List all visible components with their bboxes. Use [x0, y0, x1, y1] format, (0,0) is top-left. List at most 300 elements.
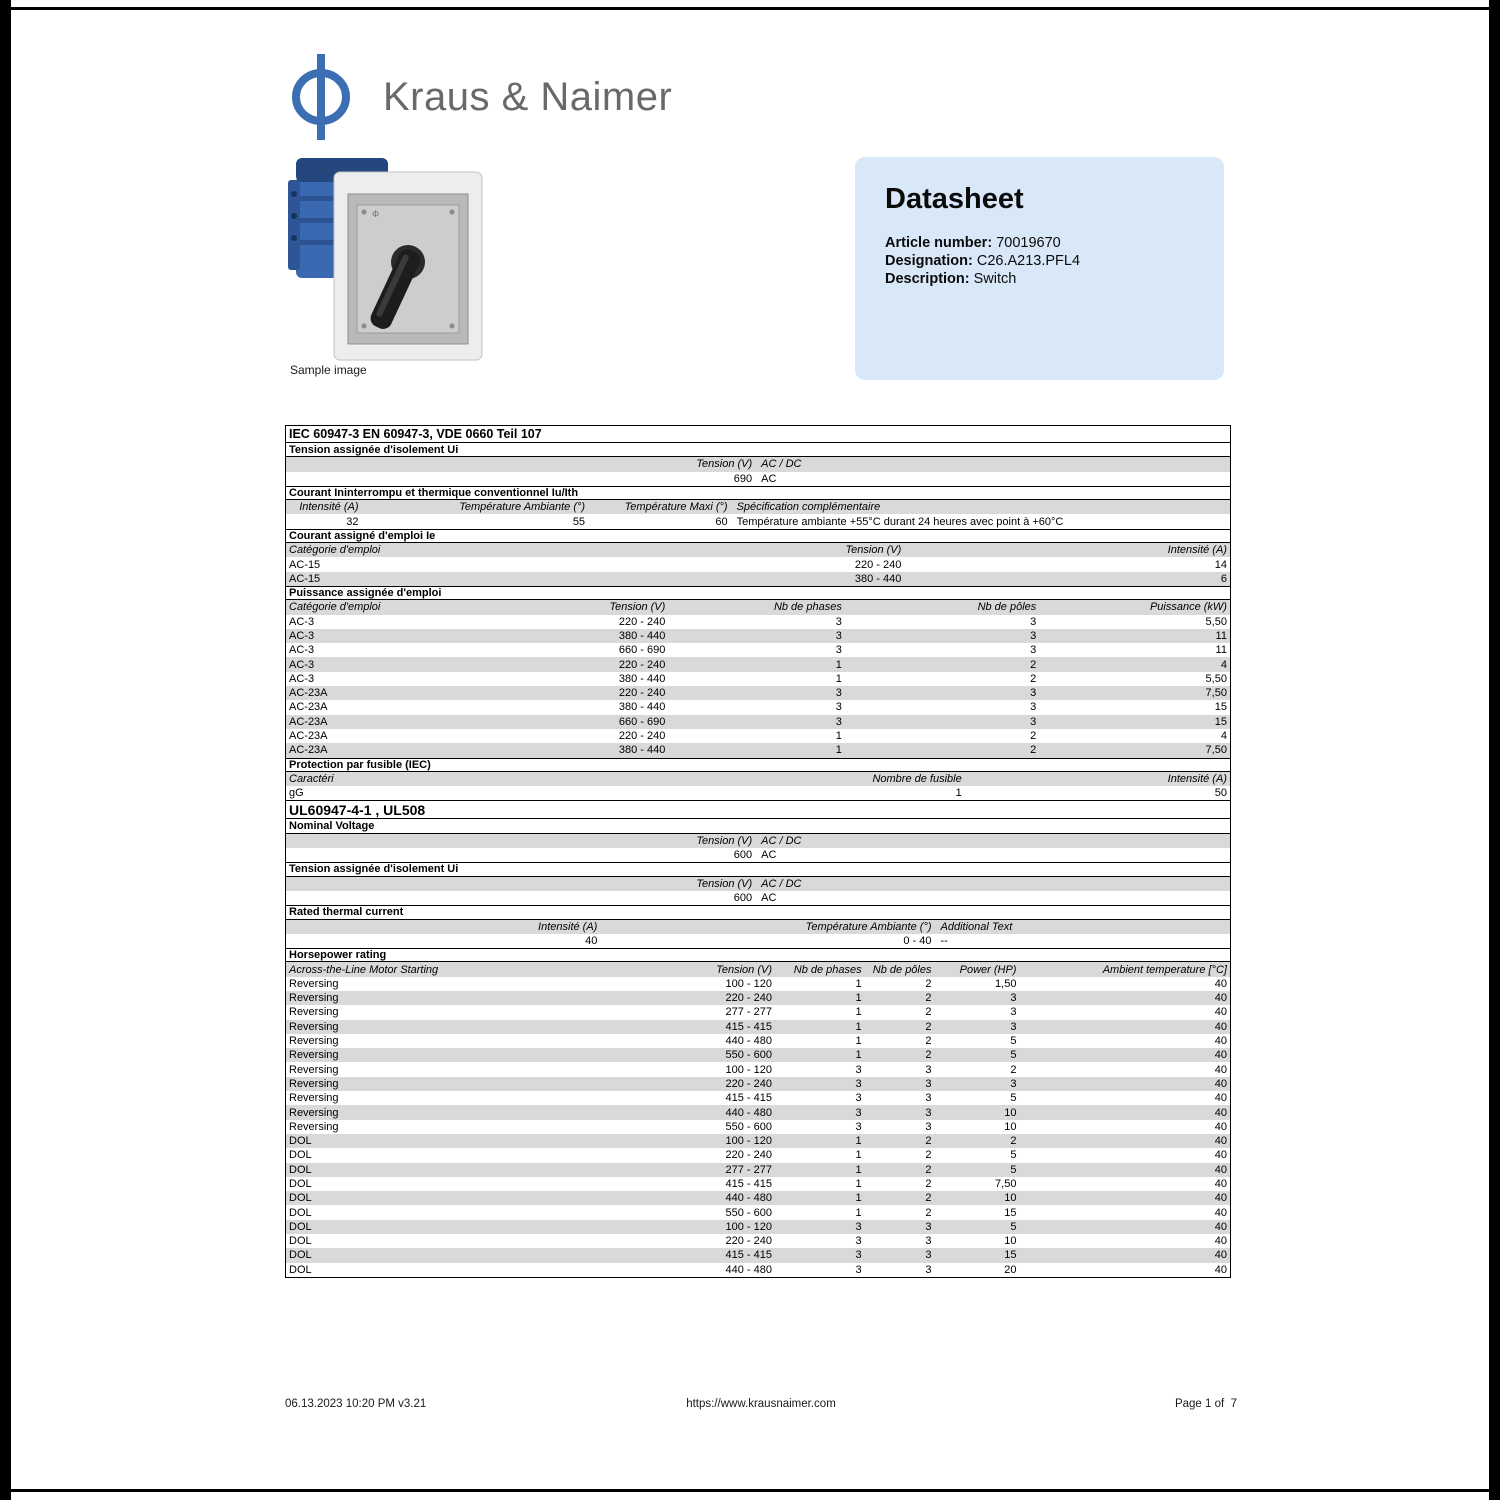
column-header-cell: Nb de phases: [773, 601, 842, 614]
table-cell: AC-3: [289, 630, 315, 642]
table-row: [286, 1005, 1230, 1019]
table-cell: 415 - 415: [725, 1020, 772, 1033]
table-cell: AC-15: [289, 558, 321, 571]
table-cell: 380 - 440: [854, 572, 902, 585]
table-cell: 7,50: [1205, 687, 1227, 700]
table-row: [286, 1120, 1230, 1134]
section-title-text: Protection par fusible (IEC): [289, 758, 431, 771]
table-cell: 1: [855, 1163, 862, 1176]
table-cell: 660 - 690: [618, 644, 666, 657]
column-header-row: [286, 543, 1230, 557]
column-header-cell: Intensité (A): [1167, 772, 1227, 785]
section-title-text: Rated thermal current: [289, 906, 404, 919]
table-cell: Reversing: [289, 1120, 339, 1133]
article-number-value: 70019670: [996, 235, 1061, 251]
table-cell: 3: [1030, 715, 1037, 728]
table-cell: 380 - 440: [618, 630, 666, 642]
table-cell: 15: [1004, 1249, 1017, 1262]
table-cell: 15: [1214, 715, 1227, 728]
table-cell: 7,50: [1205, 744, 1227, 757]
spec-table: [285, 425, 1231, 1278]
table-cell: 40: [585, 934, 598, 947]
section-title-row: [286, 486, 1230, 500]
table-cell: 3: [835, 644, 842, 657]
page-frame-top: [0, 7, 1500, 10]
table-cell: 1: [855, 1020, 862, 1033]
column-header-cell: Caractéri: [289, 772, 334, 785]
table-cell: 10: [1004, 1235, 1017, 1248]
table-cell: 2: [1010, 1135, 1017, 1148]
table-cell: 440 - 480: [725, 1106, 772, 1119]
table-cell: 3: [925, 1077, 932, 1090]
table-cell: 0 - 40: [903, 934, 932, 947]
table-cell: 100 - 120: [725, 1135, 772, 1148]
column-header-row: [286, 600, 1230, 614]
table-cell: 40: [1214, 1120, 1227, 1133]
column-header-row: [286, 877, 1230, 891]
table-cell: AC-15: [289, 572, 321, 585]
sample-image-caption: Sample image: [290, 363, 367, 377]
table-row: [286, 1263, 1230, 1277]
table-row: [286, 643, 1230, 657]
table-cell: 1: [835, 744, 842, 757]
table-cell: 11: [1215, 630, 1227, 642]
table-cell: 415 - 415: [725, 1249, 772, 1262]
table-cell: DOL: [289, 1249, 312, 1262]
table-cell: 3: [1030, 701, 1037, 714]
table-cell: --: [940, 934, 948, 947]
table-cell: 277 - 277: [725, 1163, 772, 1176]
designation-label: Designation:: [885, 253, 973, 269]
table-row: [286, 786, 1230, 800]
brand-logo: [283, 52, 672, 142]
table-cell: DOL: [289, 1263, 312, 1276]
table-cell: 1: [855, 1192, 862, 1205]
section-title-text: Tension assignée d'isolement Ui: [289, 863, 459, 876]
table-row: [286, 557, 1230, 571]
table-cell: 2: [925, 1192, 932, 1205]
section-title-text: Puissance assignée d'emploi: [289, 587, 442, 600]
table-row: [286, 977, 1230, 991]
phi-logo-icon: [283, 52, 359, 142]
column-header-cell: Ambient temperature [°C]: [1102, 963, 1227, 976]
table-cell: 2: [1030, 672, 1037, 685]
table-cell: 60: [715, 515, 728, 528]
table-cell: 20: [1004, 1263, 1017, 1276]
column-header-cell: Nb de pôles: [977, 601, 1037, 614]
table-cell: 220 - 240: [725, 992, 772, 1005]
column-header-cell: Tension (V): [609, 601, 666, 614]
table-cell: 3: [925, 1220, 932, 1233]
table-cell: 10: [1004, 1192, 1017, 1205]
section-title-text: UL60947-4-1 , UL508: [289, 801, 426, 818]
table-cell: 3: [925, 1120, 932, 1133]
table-cell: 40: [1214, 1163, 1227, 1176]
datasheet-title: Datasheet: [885, 183, 1024, 215]
table-cell: 3: [1030, 615, 1037, 628]
table-cell: 40: [1214, 1177, 1227, 1190]
table-cell: 40: [1214, 1035, 1227, 1048]
table-cell: 3: [1030, 644, 1037, 657]
column-header-cell: Power (HP): [959, 963, 1017, 976]
designation-value: C26.A213.PFL4: [976, 253, 1081, 269]
footer-url-link[interactable]: https://www.krausnaimer.com: [686, 1398, 836, 1410]
table-cell: 220 - 240: [725, 1077, 772, 1090]
table-cell: 1,50: [995, 977, 1017, 990]
table-cell: Reversing: [289, 1092, 339, 1105]
table-cell: 40: [1214, 1206, 1227, 1219]
section-title-row: [286, 758, 1230, 772]
column-header-cell: Tension (V): [696, 834, 753, 847]
section-title-text: Horsepower rating: [289, 949, 387, 962]
table-cell: 440 - 480: [725, 1263, 772, 1276]
column-header-cell: Across-the-Line Motor Starting: [289, 963, 439, 976]
table-row: [286, 848, 1230, 862]
table-cell: DOL: [289, 1192, 312, 1205]
datasheet-info-box: [855, 157, 1224, 380]
table-cell: 3: [855, 1063, 862, 1076]
table-cell: 220 - 240: [618, 615, 666, 628]
table-cell: 2: [1030, 658, 1037, 671]
table-cell: 2: [925, 1006, 932, 1019]
table-row: [286, 514, 1230, 528]
table-cell: 3: [855, 1220, 862, 1233]
column-header-cell: AC / DC: [761, 877, 802, 890]
table-row: [286, 1091, 1230, 1105]
table-cell: 10: [1004, 1106, 1017, 1119]
column-header-cell: Température Maxi (°): [624, 501, 728, 514]
table-cell: 690: [733, 472, 753, 485]
table-cell: 1: [855, 1135, 862, 1148]
table-cell: 3: [1030, 630, 1037, 642]
table-cell: 40: [1214, 1106, 1227, 1119]
table-cell: Reversing: [289, 1006, 339, 1019]
table-cell: 1: [855, 1035, 862, 1048]
table-cell: 380 - 440: [618, 701, 666, 714]
table-cell: 32: [346, 515, 359, 528]
section-title-row: [286, 905, 1230, 919]
table-cell: 40: [1214, 1135, 1227, 1148]
table-cell: 415 - 415: [725, 1092, 772, 1105]
section-title-row: [286, 800, 1230, 819]
table-cell: 440 - 480: [725, 1035, 772, 1048]
table-cell: 1: [855, 1006, 862, 1019]
table-cell: 15: [1214, 701, 1227, 714]
table-cell: 10: [1004, 1120, 1017, 1133]
table-row: [286, 657, 1230, 671]
section-title-row: [286, 862, 1230, 876]
section-title-row: [286, 443, 1230, 457]
table-row: [286, 1062, 1230, 1076]
table-row: [286, 672, 1230, 686]
table-cell: Reversing: [289, 1035, 339, 1048]
table-cell: Reversing: [289, 1049, 339, 1062]
table-cell: 3: [835, 715, 842, 728]
description-field: [885, 270, 1194, 288]
table-cell: AC-3: [289, 658, 315, 671]
table-cell: Température ambiante +55°C durant 24 heures avec point à +60°C: [736, 515, 1064, 528]
brand-name: Kraus & Naimer: [383, 74, 673, 119]
description-value: Switch: [973, 271, 1017, 287]
table-cell: 5: [1010, 1149, 1017, 1162]
table-cell: 415 - 415: [725, 1177, 772, 1190]
table-row: [286, 1077, 1230, 1091]
table-row: [286, 1134, 1230, 1148]
table-cell: 550 - 600: [725, 1049, 772, 1062]
table-cell: 220 - 240: [618, 730, 666, 743]
table-cell: 550 - 600: [725, 1120, 772, 1133]
table-cell: 100 - 120: [725, 977, 772, 990]
section-title-text: Nominal Voltage: [289, 820, 375, 833]
table-cell: AC-23A: [289, 715, 328, 728]
table-cell: 5,50: [1205, 672, 1227, 685]
table-cell: 220 - 240: [725, 1235, 772, 1248]
column-header-cell: Nb de pôles: [872, 963, 932, 976]
table-cell: 277 - 277: [725, 1006, 772, 1019]
table-cell: 1: [835, 730, 842, 743]
table-row: [286, 1034, 1230, 1048]
article-number-label: Article number:: [885, 235, 993, 251]
table-row: [286, 715, 1230, 729]
page-footer: [285, 1398, 1237, 1414]
table-cell: 100 - 120: [725, 1063, 772, 1076]
table-row: [286, 629, 1230, 643]
column-header-cell: Température Ambiante (°): [459, 501, 586, 514]
table-cell: 1: [835, 672, 842, 685]
table-cell: DOL: [289, 1149, 312, 1162]
table-cell: AC-23A: [289, 730, 328, 743]
section-title-text: Courant assigné d'emploi Ie: [289, 529, 436, 542]
section-title-row: [286, 426, 1230, 443]
column-header-row: [286, 962, 1230, 976]
table-cell: 40: [1214, 1063, 1227, 1076]
column-header-cell: Catégorie d'emploi: [289, 601, 381, 614]
article-number-field: [885, 234, 1194, 252]
table-cell: 2: [925, 1206, 932, 1219]
table-cell: AC: [761, 472, 777, 485]
table-cell: 2: [925, 977, 932, 990]
table-row: [286, 1177, 1230, 1191]
table-row: [286, 729, 1230, 743]
table-cell: 4: [1220, 658, 1227, 671]
table-cell: 2: [925, 992, 932, 1005]
table-row: [286, 1048, 1230, 1062]
table-cell: AC: [761, 892, 777, 905]
table-cell: 2: [925, 1020, 932, 1033]
table-cell: 1: [855, 977, 862, 990]
table-cell: AC-23A: [289, 687, 328, 700]
table-cell: DOL: [289, 1177, 312, 1190]
table-cell: 3: [855, 1263, 862, 1276]
table-cell: AC-3: [289, 672, 315, 685]
table-cell: 220 - 240: [618, 687, 666, 700]
table-cell: 3: [1010, 1006, 1017, 1019]
column-header-row: [286, 500, 1230, 514]
column-header-cell: Tension (V): [696, 877, 753, 890]
table-cell: 1: [955, 787, 962, 800]
table-cell: 1: [855, 1206, 862, 1219]
table-cell: 3: [925, 1249, 932, 1262]
table-row: [286, 743, 1230, 757]
table-cell: 40: [1214, 1077, 1227, 1090]
table-cell: 3: [925, 1263, 932, 1276]
table-cell: 7,50: [995, 1177, 1017, 1190]
table-cell: AC: [761, 849, 777, 862]
table-cell: 40: [1214, 1006, 1227, 1019]
table-row: [286, 934, 1230, 948]
table-cell: 3: [925, 1106, 932, 1119]
table-cell: 3: [855, 1077, 862, 1090]
column-header-cell: Catégorie d'emploi: [289, 544, 381, 557]
table-cell: 15: [1004, 1206, 1017, 1219]
table-cell: 100 - 120: [725, 1220, 772, 1233]
table-cell: 40: [1214, 992, 1227, 1005]
section-title-row: [286, 586, 1230, 600]
table-cell: 40: [1214, 1263, 1227, 1276]
table-cell: 5: [1010, 1049, 1017, 1062]
description-label: Description:: [885, 271, 970, 287]
table-cell: 440 - 480: [725, 1192, 772, 1205]
table-cell: 4: [1220, 730, 1227, 743]
table-row: [286, 1205, 1230, 1219]
table-cell: DOL: [289, 1163, 312, 1176]
table-cell: 3: [855, 1092, 862, 1105]
column-header-cell: Intensité (A): [299, 501, 359, 514]
footer-date-version: 06.13.2023 10:20 PM v3.21: [285, 1398, 427, 1410]
column-header-cell: Nb de phases: [793, 963, 862, 976]
table-row: [286, 1163, 1230, 1177]
table-row: [286, 1020, 1230, 1034]
table-cell: 2: [925, 1177, 932, 1190]
section-title-row: [286, 529, 1230, 543]
table-cell: Reversing: [289, 1063, 339, 1076]
table-cell: 40: [1214, 1020, 1227, 1033]
column-header-row: [286, 920, 1230, 934]
column-header-row: [286, 834, 1230, 848]
table-cell: 3: [855, 1120, 862, 1133]
section-title-text: IEC 60947-3 EN 60947-3, VDE 0660 Teil 107: [289, 427, 542, 441]
table-row: [286, 1248, 1230, 1262]
table-row: [286, 891, 1230, 905]
table-cell: DOL: [289, 1206, 312, 1219]
table-cell: gG: [289, 787, 304, 800]
column-header-cell: AC / DC: [761, 834, 802, 847]
table-cell: 5,50: [1205, 615, 1227, 628]
table-cell: 14: [1214, 558, 1227, 571]
table-cell: AC-23A: [289, 744, 328, 757]
table-cell: Reversing: [289, 1106, 339, 1119]
table-cell: 2: [925, 1035, 932, 1048]
table-row: [286, 991, 1230, 1005]
table-cell: 1: [855, 1177, 862, 1190]
column-header-cell: Puissance (kW): [1149, 601, 1227, 614]
table-cell: 1: [855, 1049, 862, 1062]
table-cell: DOL: [289, 1220, 312, 1233]
table-row: [286, 1191, 1230, 1205]
table-cell: 5: [1010, 1220, 1017, 1233]
table-cell: 3: [925, 1235, 932, 1248]
table-cell: 40: [1214, 1049, 1227, 1062]
table-cell: 3: [855, 1106, 862, 1119]
table-cell: 1: [855, 992, 862, 1005]
page-frame-bottom: [0, 1489, 1500, 1492]
table-cell: Reversing: [289, 977, 339, 990]
table-cell: Reversing: [289, 1077, 339, 1090]
column-header-cell: Additional Text: [940, 920, 1013, 933]
table-cell: 5: [1010, 1092, 1017, 1105]
table-cell: 40: [1214, 1192, 1227, 1205]
table-cell: AC-23A: [289, 701, 328, 714]
table-row: [286, 472, 1230, 486]
table-cell: 40: [1214, 1235, 1227, 1248]
table-cell: 600: [733, 892, 753, 905]
table-cell: 40: [1214, 1092, 1227, 1105]
table-cell: 600: [733, 849, 753, 862]
table-cell: 3: [1010, 1020, 1017, 1033]
table-cell: 2: [1010, 1063, 1017, 1076]
table-cell: AC-3: [289, 615, 315, 628]
table-cell: 380 - 440: [618, 744, 666, 757]
table-cell: 220 - 240: [618, 658, 666, 671]
table-cell: 3: [855, 1249, 862, 1262]
table-cell: 5: [1010, 1035, 1017, 1048]
column-header-row: [286, 457, 1230, 471]
column-header-cell: AC / DC: [761, 458, 802, 471]
table-cell: 380 - 440: [618, 672, 666, 685]
table-cell: 1: [855, 1149, 862, 1162]
table-cell: 5: [1010, 1163, 1017, 1176]
table-cell: 50: [1214, 787, 1227, 800]
column-header-cell: Intensité (A): [538, 920, 598, 933]
table-cell: 6: [1220, 572, 1227, 585]
column-header-cell: Spécification complémentaire: [736, 501, 881, 514]
table-cell: 40: [1214, 1249, 1227, 1262]
table-cell: 550 - 600: [725, 1206, 772, 1219]
table-cell: 3: [1030, 687, 1037, 700]
table-cell: 220 - 240: [854, 558, 902, 571]
table-cell: 55: [572, 515, 586, 528]
designation-field: [885, 252, 1194, 270]
table-cell: 1: [835, 658, 842, 671]
table-row: [286, 686, 1230, 700]
product-image: [286, 150, 486, 363]
table-row: [286, 700, 1230, 714]
section-title-text: Tension assignée d'isolement Ui: [289, 443, 459, 456]
table-cell: 3: [855, 1235, 862, 1248]
table-cell: 2: [925, 1049, 932, 1062]
table-cell: 3: [1010, 992, 1017, 1005]
table-cell: 3: [835, 630, 842, 642]
page-frame-right: [1489, 0, 1500, 1500]
table-cell: 3: [925, 1092, 932, 1105]
table-cell: Reversing: [289, 992, 339, 1005]
column-header-cell: Tension (V): [845, 544, 902, 557]
table-cell: 3: [835, 615, 842, 628]
table-cell: 3: [835, 701, 842, 714]
column-header-cell: Intensité (A): [1167, 544, 1227, 557]
table-cell: AC-3: [289, 644, 315, 657]
table-cell: 40: [1214, 1220, 1227, 1233]
table-cell: 40: [1214, 977, 1227, 990]
footer-page-number: Page 1 of 7: [1174, 1398, 1237, 1410]
table-cell: 3: [1010, 1077, 1017, 1090]
section-title-text: Courant Ininterrompu et thermique conventionnel Iu/Ith: [289, 487, 579, 500]
table-row: [286, 1234, 1230, 1248]
page-frame-left: [0, 0, 11, 1500]
table-cell: 220 - 240: [725, 1149, 772, 1162]
column-header-cell: Nombre de fusible: [872, 772, 962, 785]
column-header-row: [286, 772, 1230, 786]
